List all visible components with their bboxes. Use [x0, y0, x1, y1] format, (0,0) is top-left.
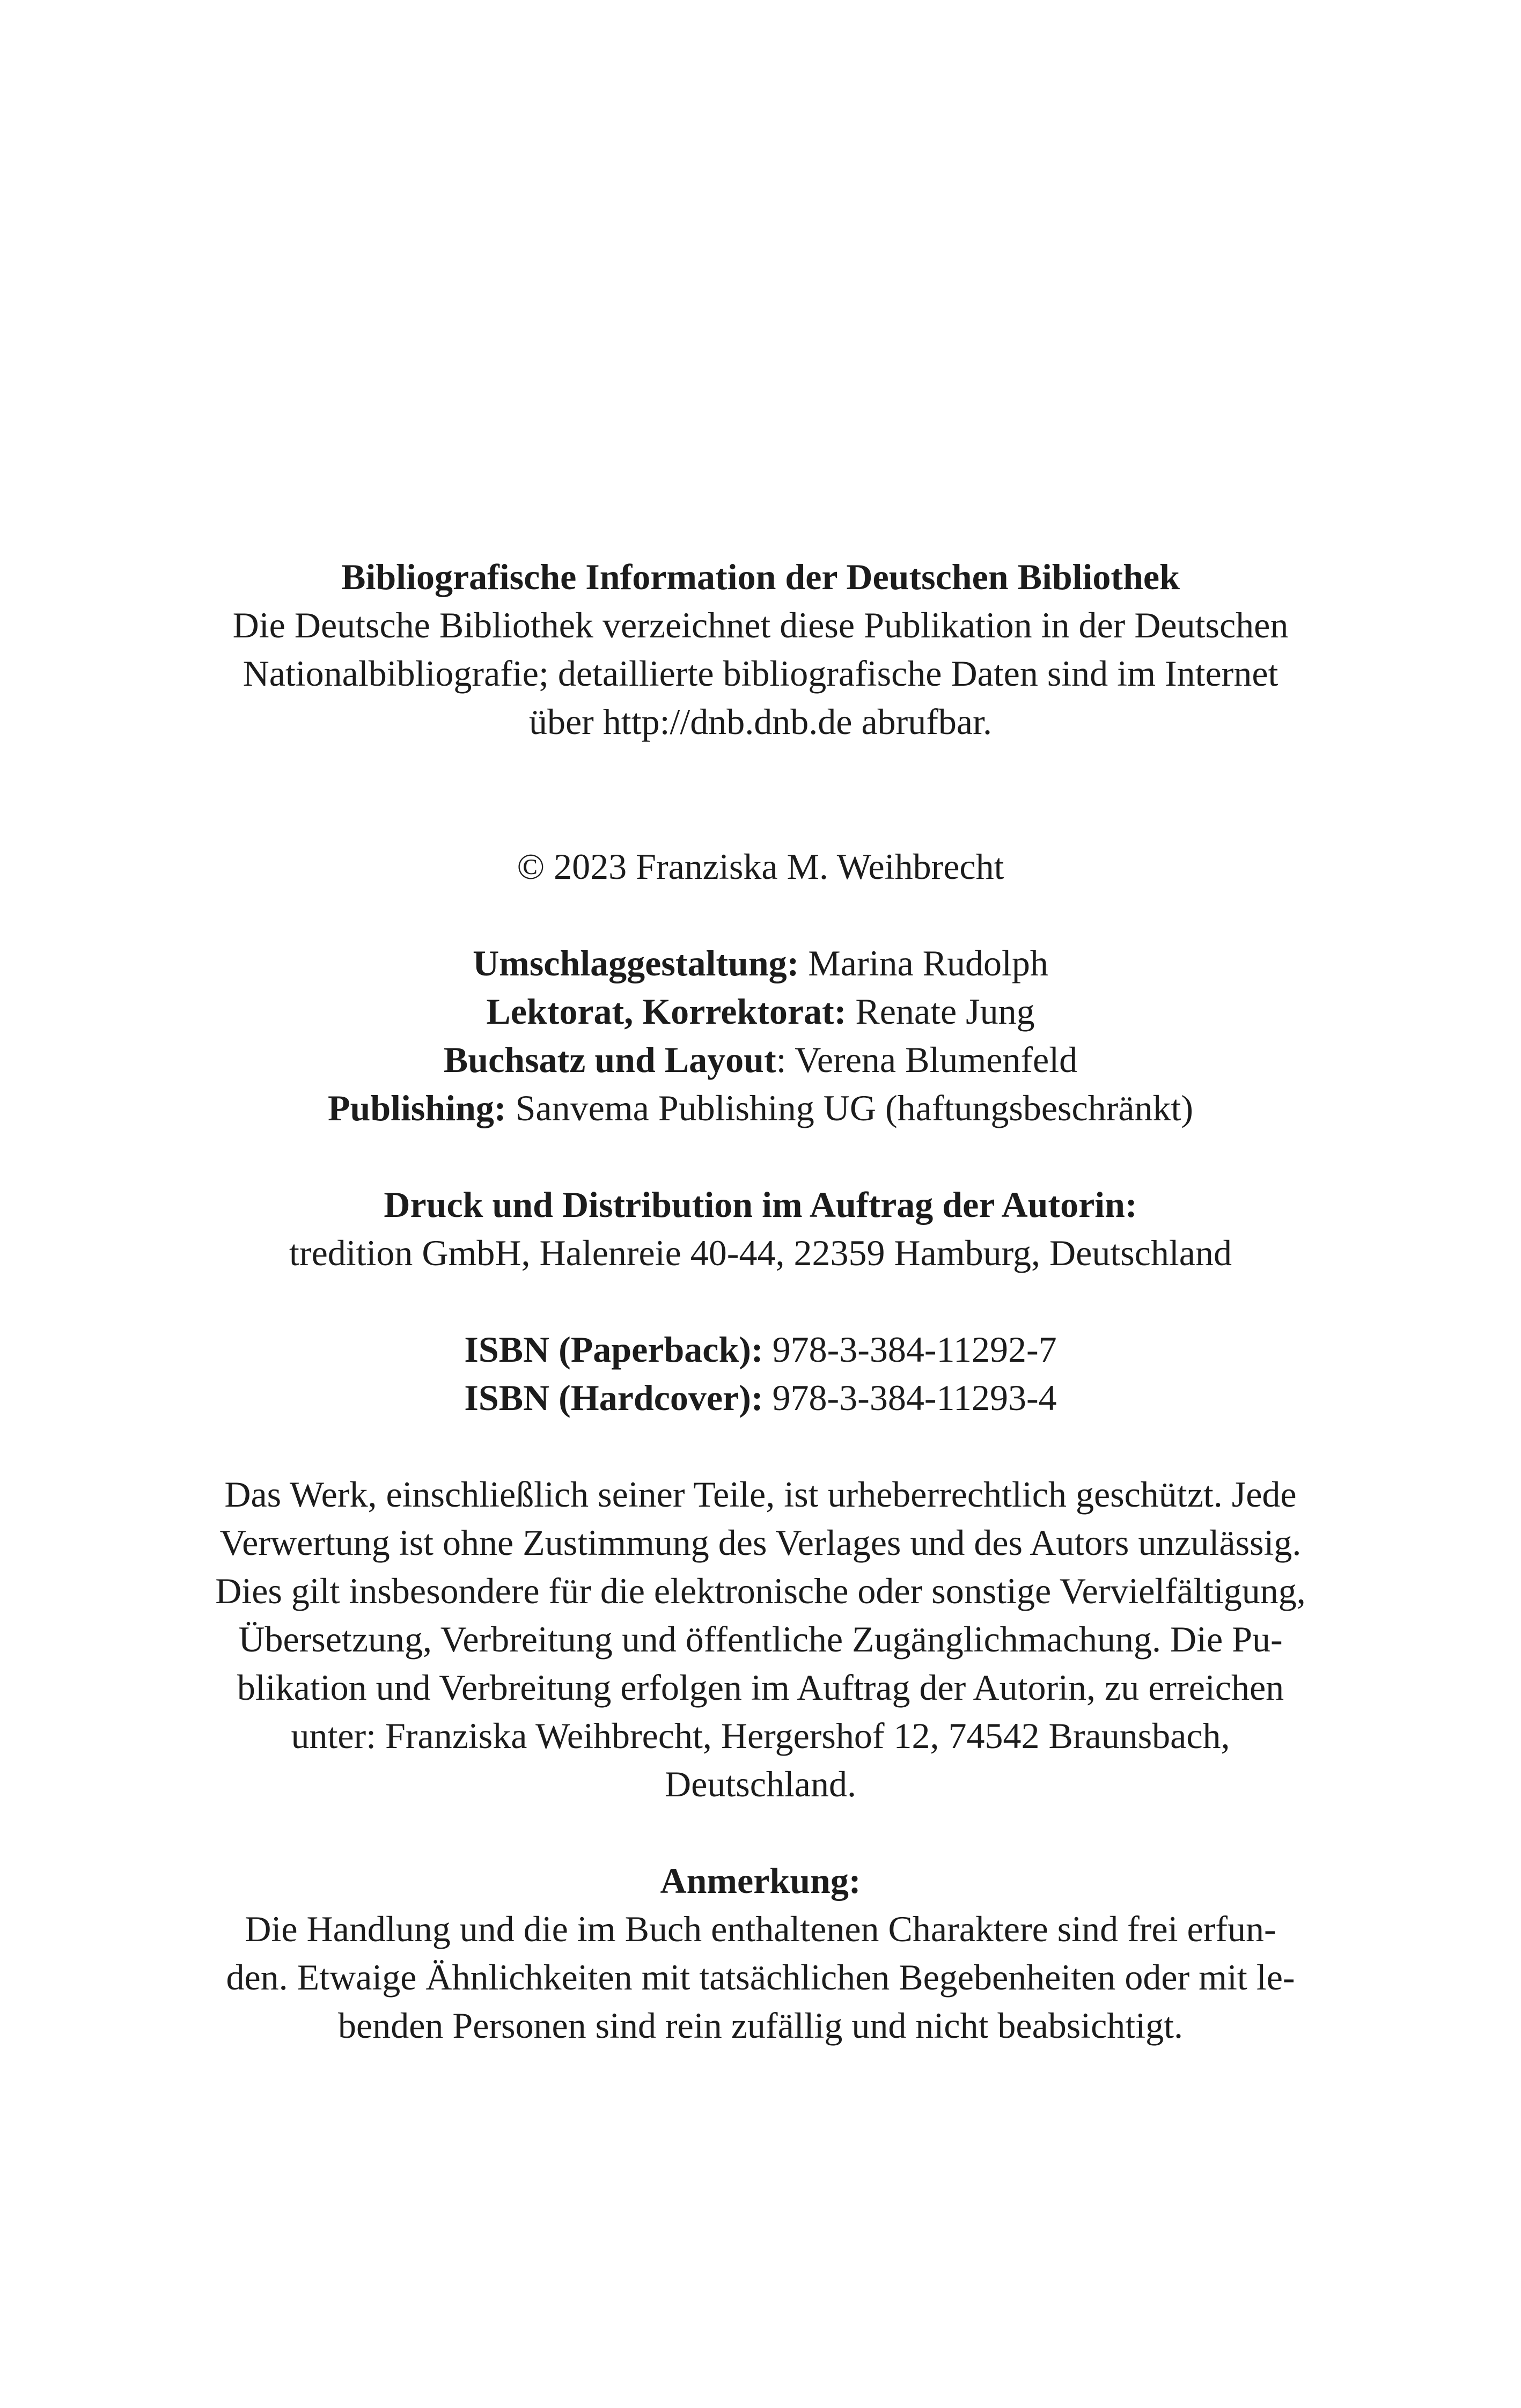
remark-line: den. Etwaige Ähnlichkeiten mit tatsächlichen Begebenheiten oder mit le-: [226, 1957, 1295, 1998]
bibliographic-info: [182, 553, 1339, 746]
rights-line: Das Werk, einschließlich seiner Teile, ist urheberrechtlich geschützt. Jede: [224, 1474, 1297, 1515]
isbn-paperback: [182, 1325, 1339, 1374]
isbn-value: 978-3-384-11292-7: [763, 1329, 1057, 1370]
remark-section: [182, 1856, 1339, 2050]
credit-value: Sanvema Publishing UG (haftungsbeschränkt): [506, 1088, 1194, 1128]
isbn-section: [182, 1325, 1339, 1422]
rights-notice: [182, 1470, 1339, 1808]
isbn-label: ISBN (Hardcover):: [464, 1377, 763, 1418]
credit-line-publishing: [182, 1084, 1339, 1132]
credit-line-typesetting: [182, 1036, 1339, 1084]
credit-value: : Verena Blumenfeld: [776, 1039, 1078, 1080]
credit-label: Lektorat, Korrektorat:: [486, 991, 847, 1032]
imprint-page: [182, 553, 1339, 2050]
rights-line: Übersetzung, Verbreitung und öffentliche Zugänglichmachung. Die Pu-: [238, 1619, 1283, 1660]
credit-label: Publishing:: [327, 1088, 506, 1128]
bibliographic-line: über http://dnb.dnb.de abrufbar.: [528, 701, 992, 742]
isbn-hardcover: [182, 1374, 1339, 1422]
distribution-heading: Druck und Distribution im Auftrag der Autorin:: [384, 1184, 1137, 1225]
distribution-section: [182, 1180, 1339, 1277]
distribution-address: tredition GmbH, Halenreie 40-44, 22359 Hamburg, Deutschland: [289, 1232, 1232, 1273]
remark-line: benden Personen sind rein zufällig und nicht beabsichtigt.: [338, 2005, 1183, 2046]
credit-line-editing: [182, 987, 1339, 1036]
remark-heading: Anmerkung:: [660, 1860, 861, 1901]
credit-label: Umschlaggestaltung:: [473, 943, 799, 983]
credit-line-cover: [182, 939, 1339, 987]
rights-line: Deutschland.: [665, 1764, 856, 1804]
remark-line: Die Handlung und die im Buch enthaltenen Charaktere sind frei erfun-: [245, 1908, 1276, 1949]
credit-value: Renate Jung: [846, 991, 1035, 1032]
credits-section: [182, 939, 1339, 1132]
bibliographic-heading: Bibliografische Information der Deutschen Bibliothek: [341, 556, 1180, 597]
rights-line: Verwertung ist ohne Zustimmung des Verlages und des Autors unzulässig.: [219, 1522, 1302, 1563]
copyright-line: © 2023 Franziska M. Weihbrecht: [517, 846, 1004, 887]
credit-value: Marina Rudolph: [799, 943, 1048, 983]
bibliographic-line: Die Deutsche Bibliothek verzeichnet diese Publikation in der Deutschen: [232, 605, 1289, 645]
isbn-value: 978-3-384-11293-4: [763, 1377, 1057, 1418]
credit-label: Buchsatz und Layout: [443, 1039, 776, 1080]
rights-line: blikation und Verbreitung erfolgen im Auftrag der Autorin, zu erreichen: [237, 1667, 1284, 1708]
copyright-section: [182, 842, 1339, 891]
isbn-label: ISBN (Paperback):: [464, 1329, 763, 1370]
rights-line: Dies gilt insbesondere für die elektronische oder sonstige Vervielfältigung,: [215, 1570, 1306, 1611]
rights-line: unter: Franziska Weihbrecht, Hergershof 12, 74542 Braunsbach,: [291, 1715, 1230, 1756]
bibliographic-line: Nationalbibliografie; detaillierte bibliografische Daten sind im Internet: [243, 653, 1278, 694]
